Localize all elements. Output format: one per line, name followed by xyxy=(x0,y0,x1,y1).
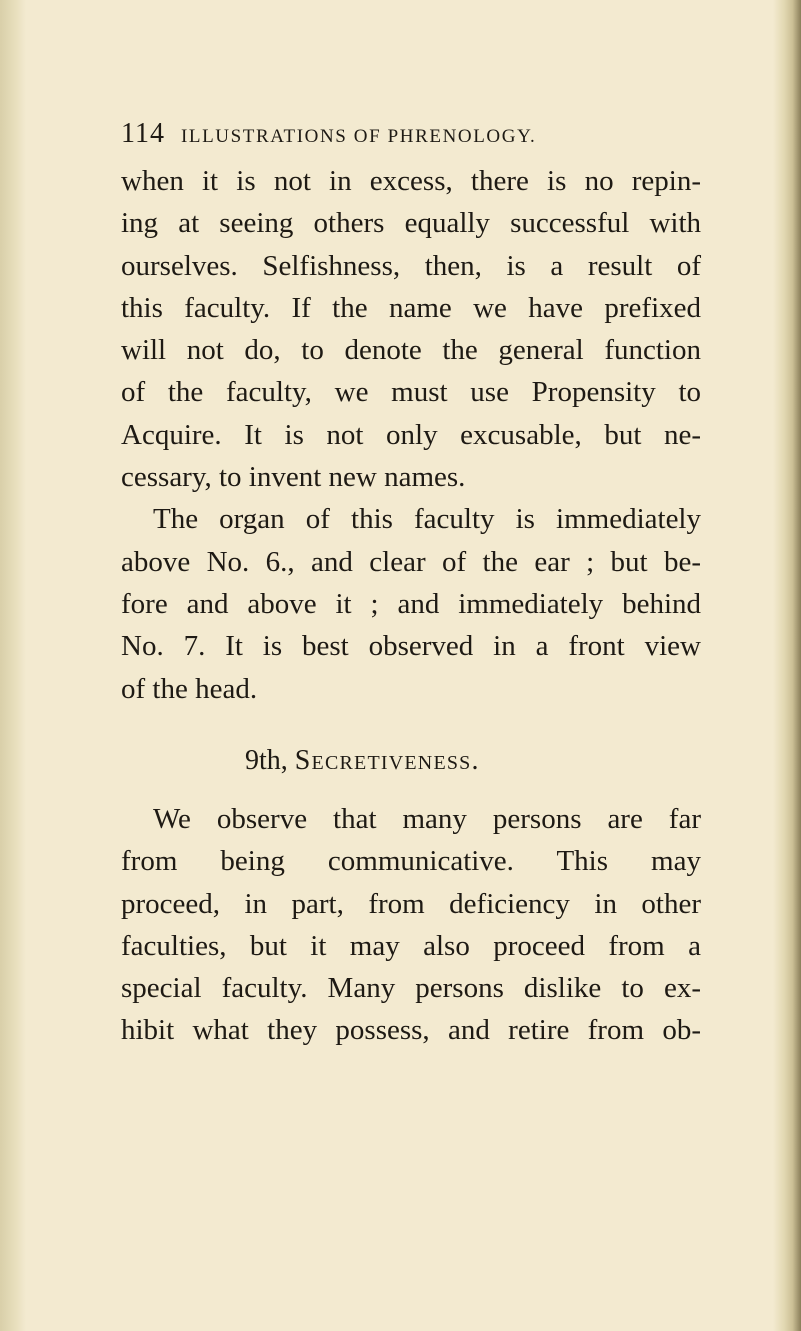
text-line: special faculty. Many persons dislike to ex- xyxy=(121,972,701,1005)
paragraph-2 xyxy=(121,498,701,709)
text-line: of the head. xyxy=(121,672,258,705)
section-title: Secretiveness. xyxy=(294,745,480,776)
text-line: faculties, but it may also proceed from a xyxy=(121,929,701,962)
text-line: hibit what they possess, and retire from ob- xyxy=(121,1014,701,1047)
running-header xyxy=(121,118,681,154)
page-number: 114 xyxy=(121,118,165,149)
text-line: when it is not in excess, there is no repin- xyxy=(121,165,701,197)
text-line: proceed, in part, from deficiency in other xyxy=(121,887,701,920)
body-text xyxy=(121,160,701,710)
text-line: from being communicative. This may xyxy=(121,845,701,878)
text-line: will not do, to denote the general function xyxy=(121,334,701,367)
paragraph-3 xyxy=(121,798,701,1052)
text-line: ourselves. Selfishness, then, is a result of xyxy=(121,249,701,282)
paragraph-1 xyxy=(121,160,701,498)
text-line: ing at seeing others equally successful with xyxy=(121,207,701,240)
section-heading xyxy=(121,740,701,782)
text-line: cessary, to invent new names. xyxy=(121,461,466,494)
text-line: of the faculty, we must use Propensity to xyxy=(121,376,701,409)
text-line: fore and above it ; and immediately behind xyxy=(121,587,701,620)
text-line: above No. 6., and clear of the ear ; but be- xyxy=(121,545,701,578)
text-line: No. 7. It is best observed in a front view xyxy=(121,630,701,663)
page-edge xyxy=(773,0,801,1331)
text-line: We observe that many persons are far xyxy=(153,803,701,835)
text-line: Acquire. It is not only excusable, but ne- xyxy=(121,418,701,451)
running-title: ILLUSTRATIONS OF PHRENOLOGY. xyxy=(180,126,537,147)
binding-gutter xyxy=(0,0,26,1331)
text-line: The organ of this faculty is immediately xyxy=(153,503,701,536)
body-text-2 xyxy=(121,798,701,1052)
section-number: 9th, xyxy=(245,745,288,776)
text-line: this faculty. If the name we have prefixed xyxy=(121,291,701,324)
